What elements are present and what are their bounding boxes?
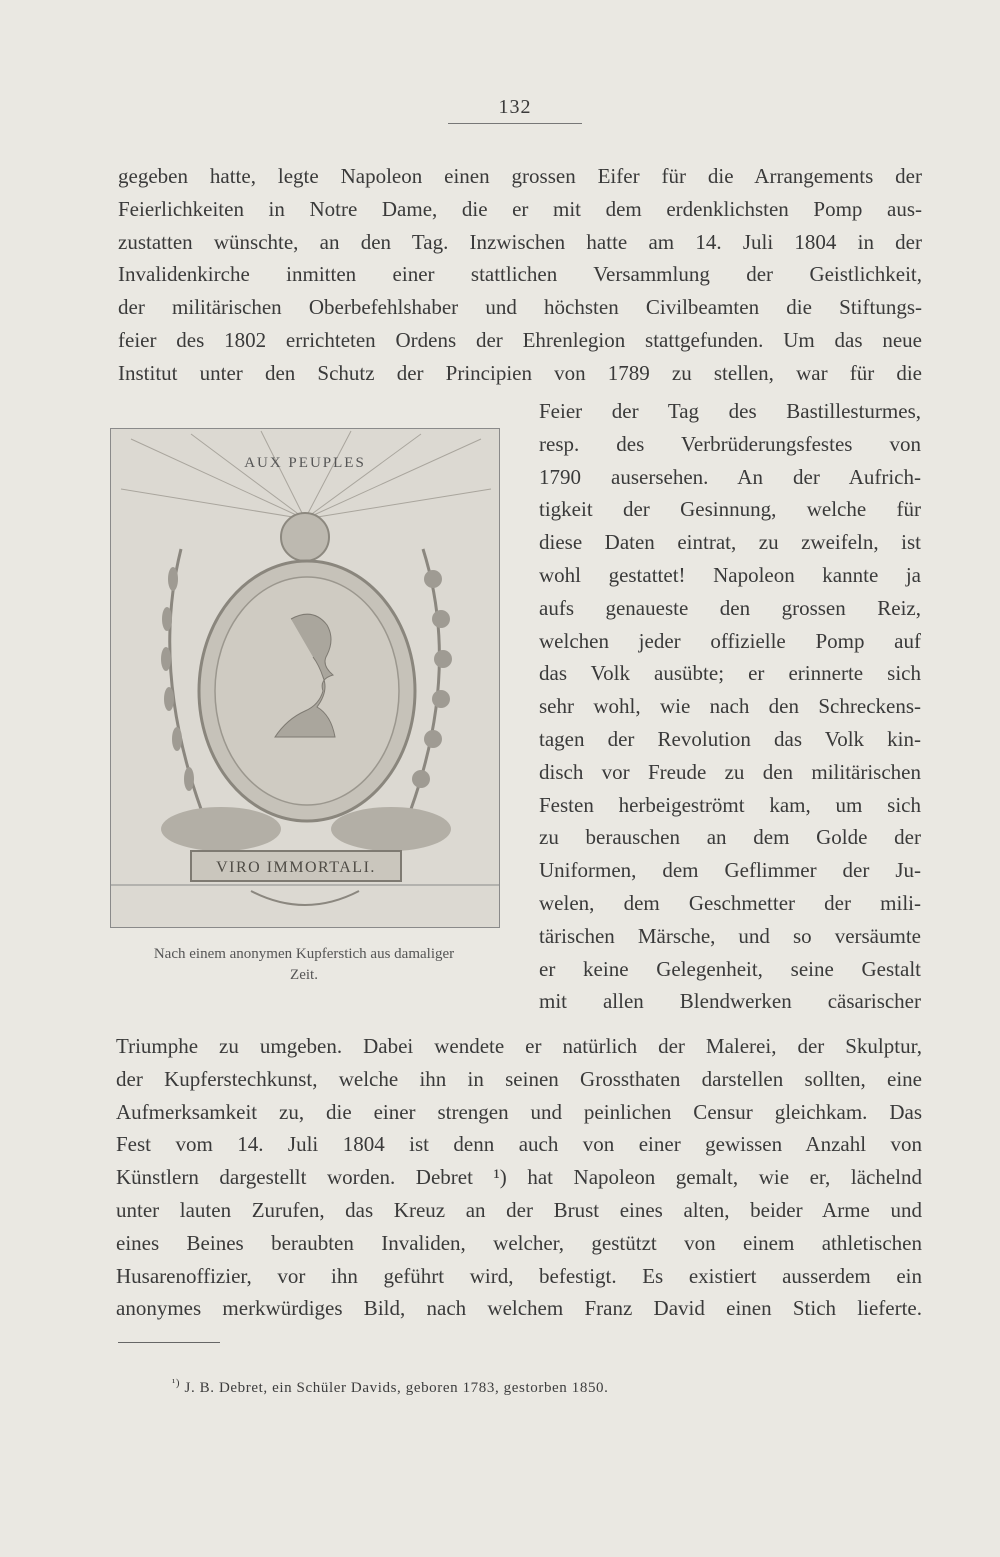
text-line: Festen herbeigeströmt kam, um sich: [539, 792, 921, 817]
footnote: [172, 1377, 892, 1397]
footnote-text: J. B. Debret, ein Schüler Davids, geboren 1783, gestorben 1850.: [184, 1380, 609, 1396]
text-line: Feier der Tag des Bastillesturmes,: [539, 399, 921, 423]
banner-text: AUX PEUPLES: [244, 455, 366, 471]
text-line: tigkeit der Gesinnung, welche für: [539, 497, 921, 522]
plaque-text: VIRO IMMORTALI.: [216, 859, 376, 876]
text-line: Feierlichkeiten in Notre Dame, die er mit dem erdenklichsten Pomp aus-: [118, 196, 922, 221]
text-line: das Volk ausübte; er erinnerte sich: [539, 661, 921, 686]
text-line: er keine Gelegenheit, seine Gestalt: [539, 956, 921, 981]
text-line: zustatten wünschte, an den Tag. Inzwischen hatte am 14. Juli 1804 in der: [118, 229, 922, 254]
text-line: zu berauschen an dem Golde der: [539, 825, 921, 850]
body-text-right-column: [539, 395, 921, 1018]
engraving-figure: [110, 428, 500, 928]
text-line: gegeben hatte, legte Napoleon einen grossen Eifer für die Arrangements der: [118, 164, 922, 188]
text-line: 1790 ausersehen. An der Aufrich-: [539, 464, 921, 489]
text-line: sehr wohl, wie nach den Schreckens-: [539, 694, 921, 719]
text-line: der militärischen Oberbefehlshaber und höchsten Civilbeamten die Stiftungs-: [118, 295, 922, 320]
text-line: Husarenoffizier, vor ihn geführt wird, befestigt. Es existiert ausserdem ein: [116, 1263, 922, 1288]
caption-line: Zeit.: [290, 967, 318, 983]
caption-line: Nach einem anonymen Kupferstich aus damaliger: [153, 946, 455, 962]
text-line: der Kupferstechkunst, welche ihn in seinen Grossthaten darstellen sollten, eine: [116, 1066, 922, 1091]
text-line: wohl gestattet! Napoleon kannte ja: [539, 562, 921, 587]
page-number: 132: [448, 96, 582, 124]
engraving-illustration: [111, 429, 499, 927]
text-line: unter lauten Zurufen, das Kreuz an der Brust eines alten, beider Arme und: [116, 1197, 922, 1222]
text-line: Invalidenkirche inmitten einer stattlichen Versammlung der Geistlichkeit,: [118, 262, 922, 287]
text-line: eines Beines beraubten Invaliden, welcher, gestützt von einem athletischen: [116, 1230, 922, 1255]
text-line: disch vor Freude zu den militärischen: [539, 759, 921, 784]
text-line: mit allen Blendwerken cäsarischer: [539, 989, 921, 1014]
text-line: Uniformen, dem Geflimmer der Ju-: [539, 858, 921, 883]
text-line: Triumphe zu umgeben. Dabei wendete er natürlich der Malerei, der Skulptur,: [116, 1034, 922, 1058]
text-line: Institut unter den Schutz der Principien von 1789 zu stellen, war für die: [118, 360, 922, 385]
text-line: Fest vom 14. Juli 1804 ist denn auch von einer gewissen Anzahl von: [116, 1132, 922, 1157]
text-line: tagen der Revolution das Volk kin-: [539, 726, 921, 751]
text-line: welen, dem Geschmetter der mili-: [539, 890, 921, 915]
text-line: welchen jeder offizielle Pomp auf: [539, 628, 921, 653]
footnote-divider: [118, 1342, 220, 1343]
body-text-bottom: [116, 1030, 922, 1325]
text-line: diese Daten eintrat, zu zweifeln, ist: [539, 530, 921, 555]
text-line: anonymes merkwürdiges Bild, nach welchem Franz David einen Stich lieferte.: [116, 1296, 922, 1321]
text-line: feier des 1802 errichteten Ordens der Ehrenlegion stattgefunden. Um das neue: [118, 327, 922, 352]
text-line: resp. des Verbrüderungsfestes von: [539, 431, 921, 456]
figure-caption: [110, 944, 498, 986]
footnote-mark: ¹): [172, 1377, 181, 1389]
text-line: Künstlern dargestellt worden. Debret ¹) hat Napoleon gemalt, wie er, lächelnd: [116, 1165, 922, 1190]
text-line: tärischen Märsche, und so versäumte: [539, 923, 921, 948]
text-line: aufs genaueste den grossen Reiz,: [539, 595, 921, 620]
body-text-top: [118, 160, 922, 390]
text-line: Aufmerksamkeit zu, die einer strengen und peinlichen Censur gleichkam. Das: [116, 1099, 922, 1124]
